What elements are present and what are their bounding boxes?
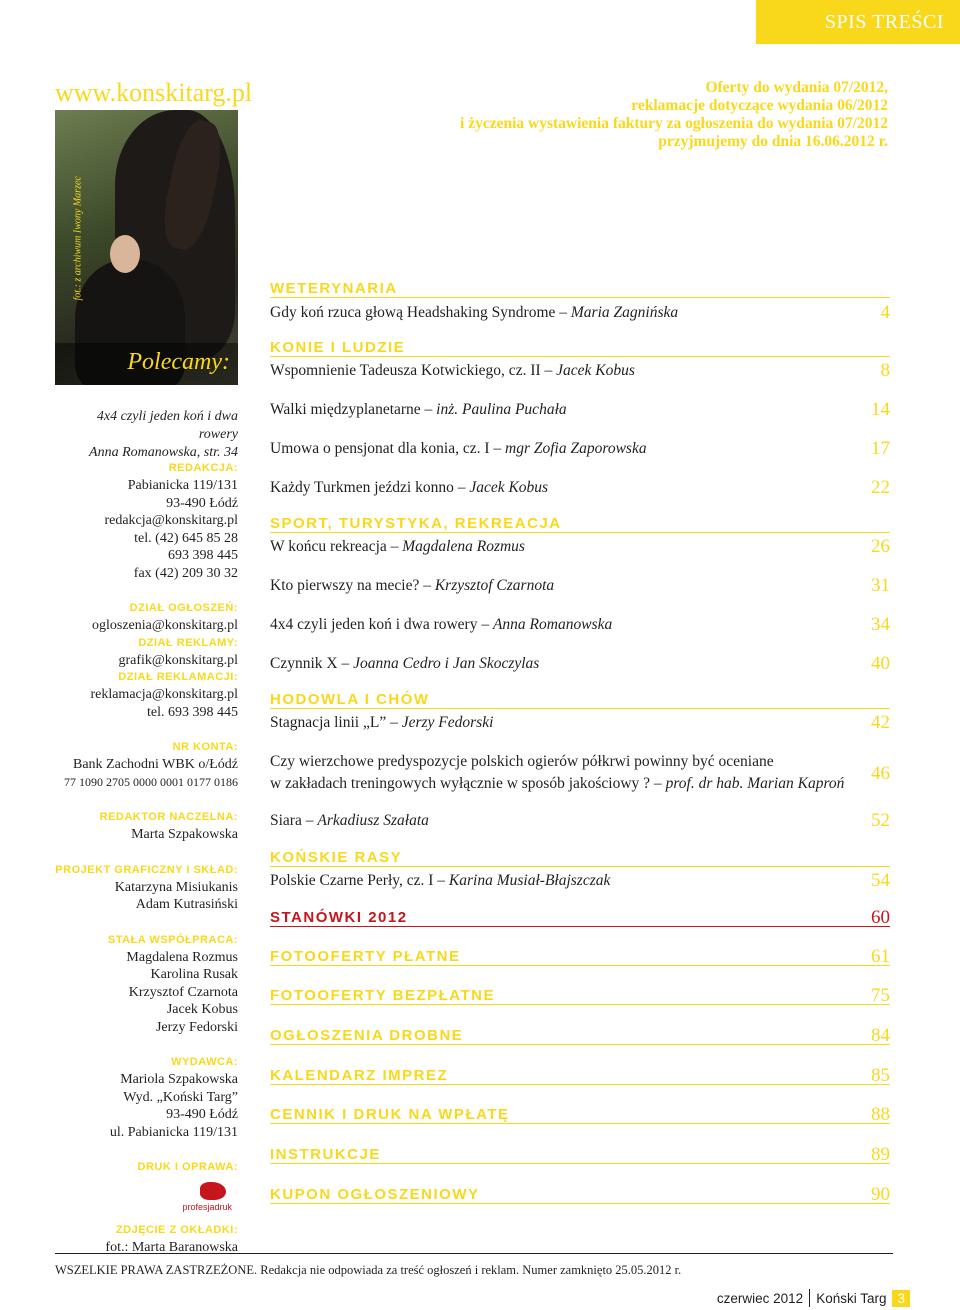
page-number: 42 — [871, 712, 890, 733]
toc-entry[interactable]: Gdy koń rzuca głową Headshaking Syndrome – Maria Zagnińska 4 — [270, 302, 890, 323]
toc-entry[interactable]: 4x4 czyli jeden koń i dwa rowery – Anna Romanowska 34 — [270, 614, 890, 635]
person-name: Karolina Rusak — [150, 967, 238, 982]
person-name: Katarzyna Misiukanis — [114, 879, 238, 895]
photo-credit: fot.: z archiwum Iwony Marzec — [72, 176, 84, 301]
email-link[interactable]: ogloszenia@konskitarg.pl — [91, 618, 238, 633]
publisher-name: Wyd. „Koński Targ” — [123, 1089, 238, 1105]
recommended-author: Anna Romanowska, str. 34 — [89, 445, 238, 460]
toc-entry[interactable]: Wspomnienie Tadeusza Kotwickiego, cz. II – Jacek Kobus 8 — [270, 360, 890, 381]
address-city: 93-490 Łódź — [166, 495, 238, 511]
notice-line: reklamacje dotyczące wydania 06/2012 — [631, 97, 888, 114]
person-name: Magdalena Rozmus — [126, 949, 238, 965]
page-number: 34 — [871, 614, 890, 635]
section-heading: KONIE I LUDZIE — [270, 340, 890, 357]
phone: tel. 693 398 445 — [147, 704, 238, 720]
masthead-label: DZIAŁ REKLAMACJI: — [118, 671, 238, 683]
section-tab: SPIS TREŚCI — [756, 0, 960, 44]
printer-logo — [40, 1182, 238, 1212]
page-number: 40 — [871, 653, 890, 674]
page-number-badge: 3 — [892, 1290, 910, 1307]
page-number: 60 — [871, 907, 890, 928]
page-number: 88 — [871, 1104, 890, 1125]
section-link-fotooferty-bezplatne[interactable]: FOTOOFERTY BEZPŁATNE 75 — [270, 985, 890, 1006]
page-number: 14 — [871, 399, 890, 420]
page-number: 85 — [871, 1065, 890, 1086]
person-name: Jerzy Fedorski — [155, 1019, 238, 1035]
toc-entry[interactable]: Siara – Arkadiusz Szałata 52 — [270, 810, 890, 831]
toc-entry[interactable]: Stagnacja linii „L” – Jerzy Fedorski 42 — [270, 712, 890, 733]
phone: tel. (42) 645 85 28 — [134, 530, 238, 546]
toc-entry[interactable]: Każdy Turkmen jeździ konno – Jacek Kobus 22 — [270, 477, 890, 498]
toc-entry[interactable]: Czynnik X – Joanna Cedro i Jan Skoczylas 40 — [270, 653, 890, 674]
footer-note: WSZELKIE PRAWA ZASTRZEŻONE. Redakcja nie odpowiada za treść ogłoszeń i reklam. Numer zamknięto 25.05.2012 r. — [55, 1263, 682, 1277]
section-link-instrukcje[interactable]: INSTRUKCJE 89 — [270, 1144, 890, 1165]
page-number: 26 — [871, 536, 890, 557]
cover-photo-credit: fot.: Marta Baranowska — [105, 1240, 238, 1255]
section-link-kupon[interactable]: KUPON OGŁOSZENIOWY 90 — [270, 1184, 890, 1205]
toc-entry[interactable]: Walki międzyplanetarne – inż. Paulina Puchała 14 — [270, 399, 890, 420]
section-link-ogloszenia[interactable]: OGŁOSZENIA DROBNE 84 — [270, 1025, 890, 1046]
bank-name: Bank Zachodni WBK o/Łódź — [73, 757, 238, 772]
section-link-fotooferty-platne[interactable]: FOTOOFERTY PŁATNE 61 — [270, 946, 890, 967]
page-number: 75 — [871, 985, 890, 1006]
masthead — [40, 460, 238, 1257]
masthead-label: ZDJĘCIE Z OKŁADKI: — [115, 1224, 238, 1236]
address-street: ul. Pabianicka 119/131 — [109, 1124, 238, 1140]
magazine-name: Koński Targ — [816, 1290, 887, 1306]
masthead-label: DZIAŁ REKLAMY: — [138, 636, 238, 649]
masthead-label: REDAKTOR NACZELNA: — [99, 811, 238, 823]
toc-entry[interactable]: W końcu rekreacja – Magdalena Rozmus 26 — [270, 536, 890, 557]
address-city: 93-490 Łódź — [166, 1107, 238, 1122]
section-heading: KOŃSKIE RASY — [270, 850, 890, 867]
page-number: 8 — [880, 360, 890, 381]
issue-date: czerwiec 2012 — [716, 1290, 804, 1306]
page-number: 22 — [871, 477, 890, 498]
section-heading: SPORT, TURYSTYKA, REKREACJA — [270, 516, 890, 533]
page-number: 52 — [871, 810, 890, 831]
person-name: Mariola Szpakowska — [120, 1072, 238, 1087]
footer-divider — [55, 1253, 893, 1254]
toc-entry[interactable]: Kto pierwszy na mecie? – Krzysztof Czarnota 31 — [270, 575, 890, 596]
account-number: 77 1090 2705 0000 0001 0177 0186 — [64, 774, 238, 789]
email-link[interactable]: grafik@konskitarg.pl — [118, 652, 238, 668]
page-number: 17 — [871, 438, 890, 459]
person-name: Marta Szpakowska — [131, 827, 238, 842]
page-number: 84 — [871, 1025, 890, 1046]
folio — [717, 1289, 910, 1307]
masthead-label: REDAKCJA: — [168, 462, 238, 474]
page-number: 4 — [880, 302, 890, 323]
page-number: 89 — [871, 1144, 890, 1165]
masthead-label: WYDAWCA: — [171, 1056, 238, 1068]
email-link[interactable]: reklamacja@konskitarg.pl — [90, 687, 238, 702]
recommend-label: Polecamy: — [55, 343, 238, 385]
person-name: Krzysztof Czarnota — [128, 984, 238, 1000]
masthead-label: NR KONTA: — [172, 741, 238, 753]
page-number: 54 — [871, 870, 890, 891]
page-number: 46 — [871, 763, 890, 784]
toc-entry[interactable]: Polskie Czarne Perły, cz. I – Karina Musiał-Błajszczak 54 — [270, 870, 890, 891]
toc-entry[interactable]: Czy wierzchowe predyspozycje polskich ogierów półkrwi powinny być oceniane w zakładach treningowych wyłącznie w sposób jakościowy ? – prof. dr hab. Marian Kaproń 46 — [270, 753, 890, 792]
masthead-label: DZIAŁ OGŁOSZEŃ: — [129, 602, 238, 614]
section-heading: HODOWLA I CHÓW — [270, 692, 890, 709]
phone-mobile: 693 398 445 — [168, 548, 238, 563]
page-number: 31 — [871, 575, 890, 596]
rider-face-shape — [110, 235, 140, 273]
notice-line: Oferty do wydania 07/2012, — [705, 79, 888, 96]
address-street: Pabianicka 119/131 — [127, 478, 238, 493]
section-link-cennik[interactable]: CENNIK I DRUK NA WPŁATĘ 88 — [270, 1104, 890, 1125]
toc-entry[interactable]: Umowa o pensjonat dla konia, cz. I – mgr Zofia Zaporowska 17 — [270, 438, 890, 459]
notice-line: przyjmujemy do dnia 16.06.2012 r. — [658, 133, 888, 150]
printer-logo-icon — [200, 1182, 226, 1200]
recommended-article[interactable] — [55, 408, 238, 462]
person-name: Adam Kutrasiński — [135, 897, 238, 912]
masthead-label: STAŁA WSPÓŁPRACA: — [107, 933, 238, 946]
masthead-label: DRUK I OPRAWA: — [137, 1161, 238, 1173]
section-heading: WETERYNARIA — [270, 281, 890, 298]
printer-logo-text: profesjadruk — [182, 1202, 232, 1212]
section-link-stanowki[interactable]: STANÓWKI 2012 60 — [270, 907, 890, 928]
featured-photo — [55, 110, 238, 385]
notice-line: i życzenia wystawienia faktury za ogłoszenia do wydania 07/2012 — [460, 115, 888, 132]
fax: fax (42) 209 30 32 — [133, 565, 238, 581]
recommended-title: 4x4 czyli jeden koń i dwa rowery — [96, 409, 238, 442]
page-number: 90 — [871, 1184, 890, 1205]
page-number: 61 — [871, 946, 890, 967]
email-link[interactable]: redakcja@konskitarg.pl — [104, 513, 238, 528]
deadline-notice — [408, 79, 888, 151]
masthead-label: PROJEKT GRAFICZNY I SKŁAD: — [55, 863, 238, 876]
person-name: Jacek Kobus — [166, 1002, 238, 1017]
section-link-kalendarz[interactable]: KALENDARZ IMPREZ 85 — [270, 1065, 890, 1086]
folio-separator — [809, 1289, 810, 1307]
website-url[interactable]: www.konskitarg.pl — [55, 78, 253, 107]
